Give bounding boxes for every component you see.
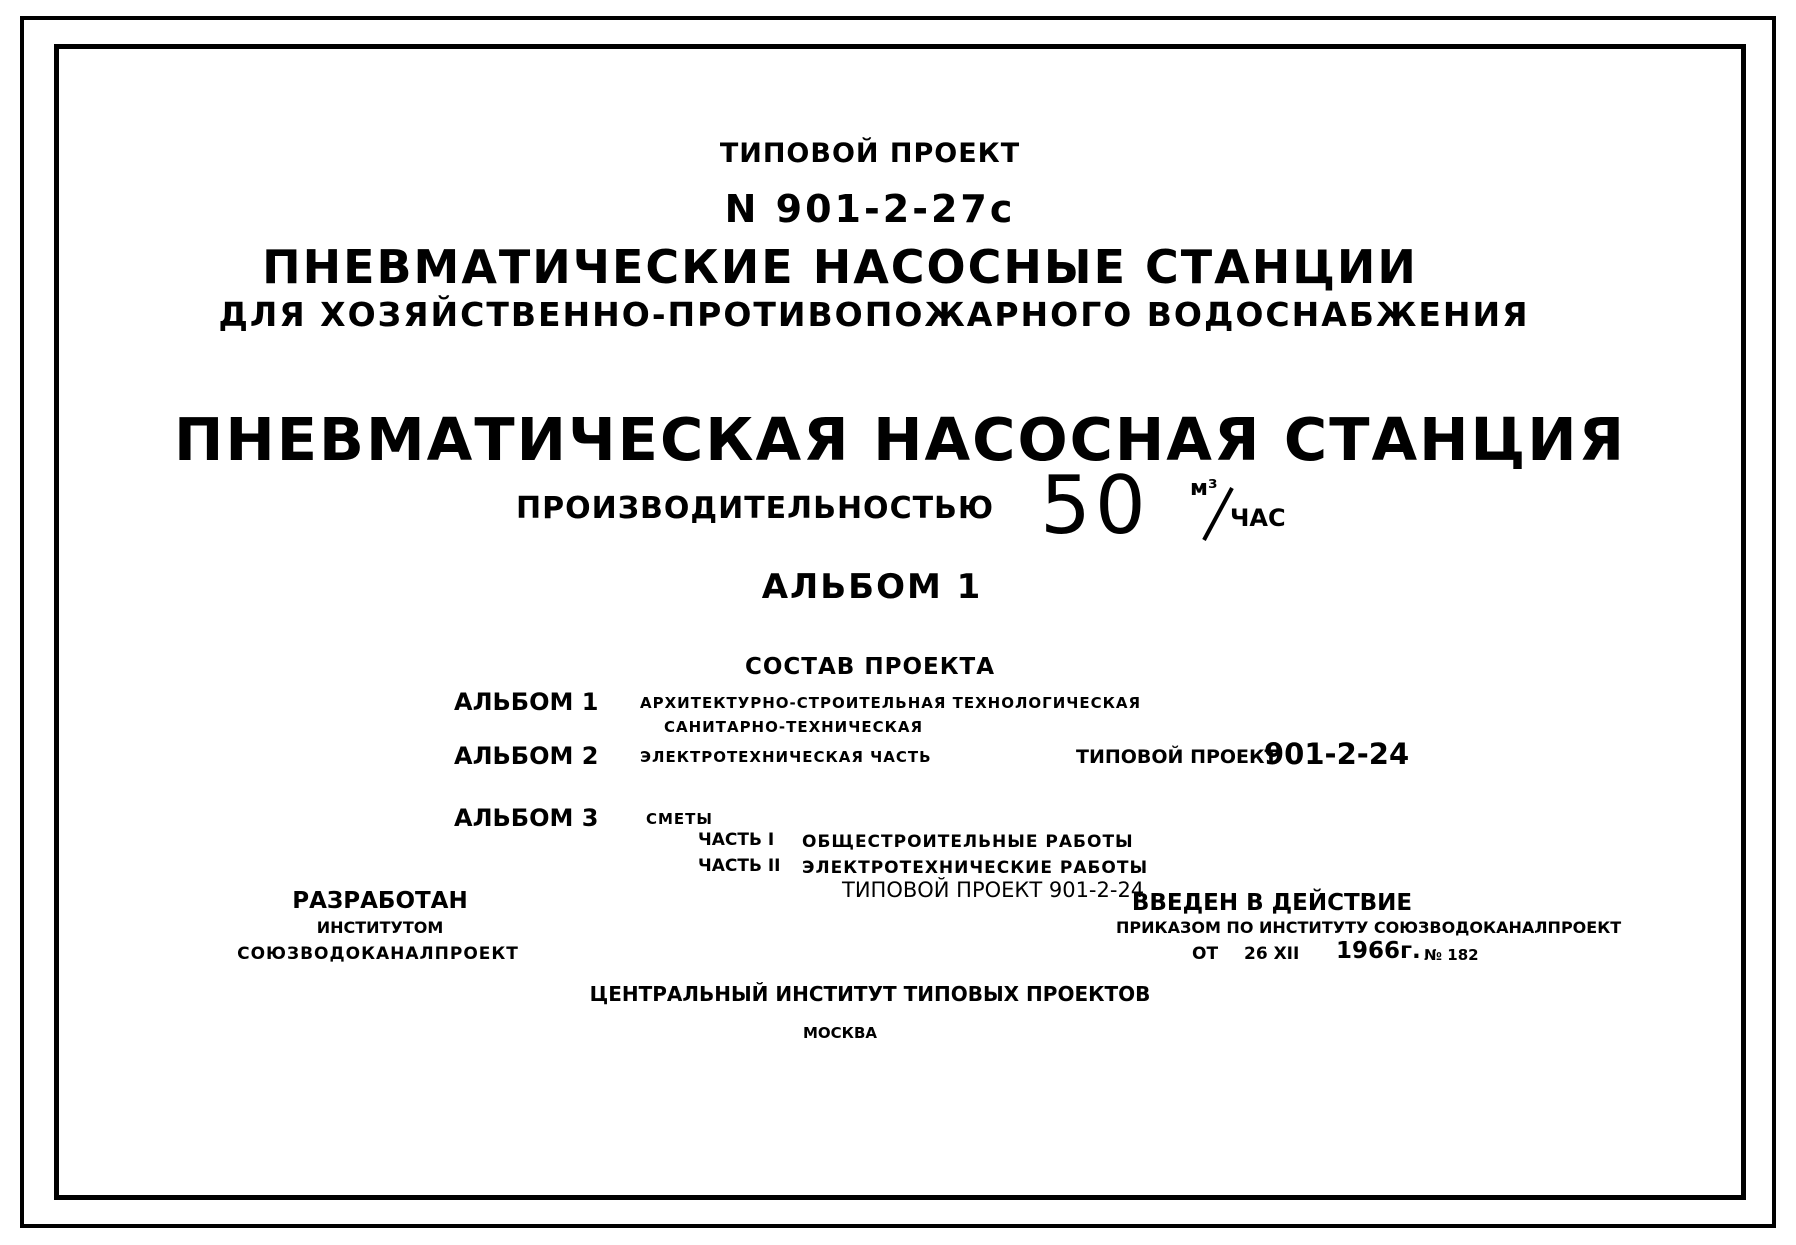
album1-label: АЛЬБОМ 1 xyxy=(454,688,599,716)
album3-part1-label: ЧАСТЬ I xyxy=(698,830,775,850)
capacity-unit-top: м³ xyxy=(1190,476,1218,501)
project-label: ТИПОВОЙ ПРОЕКТ xyxy=(719,138,1021,169)
publisher: ЦЕНТРАЛЬНЫЙ ИНСТИТУТ ТИПОВЫХ ПРОЕКТОВ xyxy=(589,982,1151,1006)
album3-text: СМЕТЫ xyxy=(646,810,713,828)
station-title: ПНЕВМАТИЧЕСКАЯ НАСОСНАЯ СТАНЦИЯ xyxy=(173,405,1627,474)
album2-ref-number: 901-2-24 xyxy=(1264,737,1410,771)
album1-line2: САНИТАРНО-ТЕХНИЧЕСКАЯ xyxy=(664,718,924,736)
capacity-prefix: ПРОИЗВОДИТЕЛЬНОСТЬЮ xyxy=(516,491,995,526)
capacity-unit-bottom: ЧАС xyxy=(1230,504,1286,532)
enacted-order: ПРИКАЗОМ ПО ИНСТИТУТУ СОЮЗВОДОКАНАЛПРОЕКТ xyxy=(1116,918,1622,937)
project-number: N 901-2-27с xyxy=(724,187,1016,231)
album2-label: АЛЬБОМ 2 xyxy=(454,742,599,770)
city: МОСКВА xyxy=(803,1024,877,1042)
developed-org: СОЮЗВОДОКАНАЛПРОЕКТ xyxy=(237,944,519,964)
developed-label: РАЗРАБОТАН xyxy=(292,888,468,914)
enacted-from: ОТ xyxy=(1192,944,1219,964)
album3-part2-label: ЧАСТЬ II xyxy=(698,856,781,876)
title-line2: ДЛЯ ХОЗЯЙСТВЕННО-ПРОТИВОПОЖАРНОГО ВОДОСНАБЖЕНИЯ xyxy=(218,295,1530,334)
composition-heading: СОСТАВ ПРОЕКТА xyxy=(745,654,995,680)
title-line1: ПНЕВМАТИЧЕСКИЕ НАСОСНЫЕ СТАНЦИИ xyxy=(262,240,1418,294)
enacted-number: № 182 xyxy=(1424,946,1479,964)
album3-label: АЛЬБОМ 3 xyxy=(454,804,599,832)
developed-by: ИНСТИТУТОМ xyxy=(316,918,444,937)
album3-ref: ТИПОВОЙ ПРОЕКТ 901-2-24 xyxy=(842,878,1145,902)
album2-ref-label: ТИПОВОЙ ПРОЕКТ xyxy=(1076,746,1278,768)
album2-text: ЭЛЕКТРОТЕХНИЧЕСКАЯ ЧАСТЬ xyxy=(640,748,932,766)
enacted-label: ВВЕДЕН В ДЕЙСТВИЕ xyxy=(1131,890,1413,916)
album3-part2-text: ЭЛЕКТРОТЕХНИЧЕСКИЕ РАБОТЫ xyxy=(802,858,1149,878)
enacted-date: 26 XII xyxy=(1244,944,1300,964)
album1-line1: АРХИТЕКТУРНО-СТРОИТЕЛЬНАЯ ТЕХНОЛОГИЧЕСКАЯ xyxy=(640,694,1142,712)
enacted-year: 1966г. xyxy=(1336,938,1421,964)
capacity-value: 50 xyxy=(1040,459,1150,552)
album-title: АЛЬБОМ 1 xyxy=(761,567,983,607)
album3-part1-text: ОБЩЕСТРОИТЕЛЬНЫЕ РАБОТЫ xyxy=(802,832,1134,852)
